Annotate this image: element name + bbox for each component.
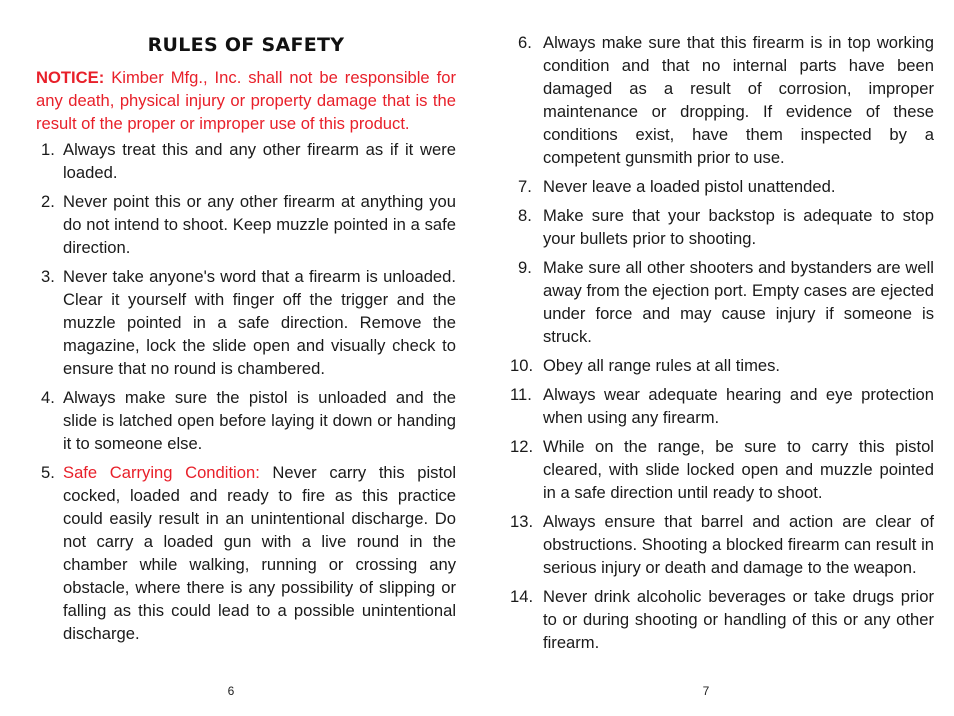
rule-number: 3. xyxy=(41,267,55,286)
rule-text: Always make sure the pistol is unloaded and the slide is latched open before laying it down or handing it to someone else. xyxy=(63,388,456,453)
rule-4 xyxy=(36,386,456,455)
rule-text: Always treat this and any other firearm as if it were loaded. xyxy=(63,140,456,182)
notice-paragraph xyxy=(36,66,456,135)
page-number: 7 xyxy=(702,684,710,698)
rule-number: 11. xyxy=(510,385,532,404)
rule-text: Never point this or any other firearm at anything you do not intend to shoot. Keep muzzle pointed in a safe direction. xyxy=(63,192,456,257)
rule-number: 7. xyxy=(518,177,532,196)
rule-number: 1. xyxy=(41,140,55,159)
rule-text: Always wear adequate hearing and eye protection when using any firearm. xyxy=(543,385,934,427)
rules-list-right xyxy=(510,31,934,654)
rule-13 xyxy=(510,510,934,579)
rule-text: Never drink alcoholic beverages or take drugs prior to or during shooting or handling of this or any other firearm. xyxy=(543,587,934,652)
rule-text: Make sure all other shooters and bystanders are well away from the ejection port. Empty cases are ejected under force and may cause injury if someone is struck. xyxy=(543,258,934,346)
rule-text: Obey all range rules at all times. xyxy=(543,356,781,375)
notice-text: Kimber Mfg., Inc. shall not be responsible for any death, physical injury or property damage that is the result of the proper or improper use of this product. xyxy=(36,68,456,133)
rule-9 xyxy=(514,256,934,348)
rule-14 xyxy=(510,585,934,654)
page-number: 6 xyxy=(227,684,235,698)
rule-10 xyxy=(510,354,934,377)
rule-1 xyxy=(36,138,456,184)
rule-2 xyxy=(36,190,456,259)
rule-8 xyxy=(514,204,934,250)
rule-12 xyxy=(510,435,934,504)
rule-7 xyxy=(514,175,934,198)
rule-text: Always ensure that barrel and action are clear of obstructions. Shooting a blocked firearm can result in serious injury or death and damage to the weapon. xyxy=(543,512,934,577)
rule-text: While on the range, be sure to carry this pistol cleared, with slide locked open and muzzle pointed in a safe direction until ready to shoot. xyxy=(543,437,934,502)
rule-3 xyxy=(36,265,456,380)
page-title: RULES OF SAFETY xyxy=(147,34,345,56)
rule-highlight: Safe Carrying Condition: xyxy=(63,463,260,482)
notice-label: NOTICE: xyxy=(36,68,105,87)
rule-text: Make sure that your backstop is adequate to stop your bullets prior to shooting. xyxy=(543,206,934,248)
rule-6 xyxy=(514,31,934,169)
rule-text: Never leave a loaded pistol unattended. xyxy=(543,177,836,196)
rule-number: 4. xyxy=(41,388,55,407)
rule-text: Never carry this pistol cocked, loaded and ready to fire as this practice could easily result in an unintentional discharge. Do not carry a loaded gun with a live round in the chamber while walking, running or crossing any obstacle, where there is any possibility of slipping or falling as this could lead to a possible unintentional discharge. xyxy=(63,463,457,643)
rule-number: 12. xyxy=(510,437,534,456)
rule-5 xyxy=(36,461,456,645)
rule-number: 10. xyxy=(510,356,534,375)
rule-number: 9. xyxy=(518,258,532,277)
rule-number: 8. xyxy=(518,206,532,225)
rule-number: 5. xyxy=(41,463,55,482)
right-page xyxy=(510,0,934,716)
rule-text: Never take anyone's word that a firearm is unloaded. Clear it yourself with finger off the trigger and the muzzle pointed in a safe direction. Remove the magazine, lock the slide open and visually check to ensure that no round is chambered. xyxy=(63,267,456,378)
rule-number: 2. xyxy=(41,192,55,211)
rule-text: Always make sure that this firearm is in top working condition and that no internal parts have been damaged as a result of corrosion, improper maintenance or dropping. If evidence of these conditions exist, have them inspected by a competent gunsmith prior to use. xyxy=(543,33,934,167)
left-page xyxy=(36,0,456,716)
rule-number: 14. xyxy=(510,587,534,606)
rules-list-left xyxy=(36,138,456,645)
rule-number: 13. xyxy=(510,512,534,531)
rule-number: 6. xyxy=(518,33,532,52)
rule-11 xyxy=(510,383,934,429)
